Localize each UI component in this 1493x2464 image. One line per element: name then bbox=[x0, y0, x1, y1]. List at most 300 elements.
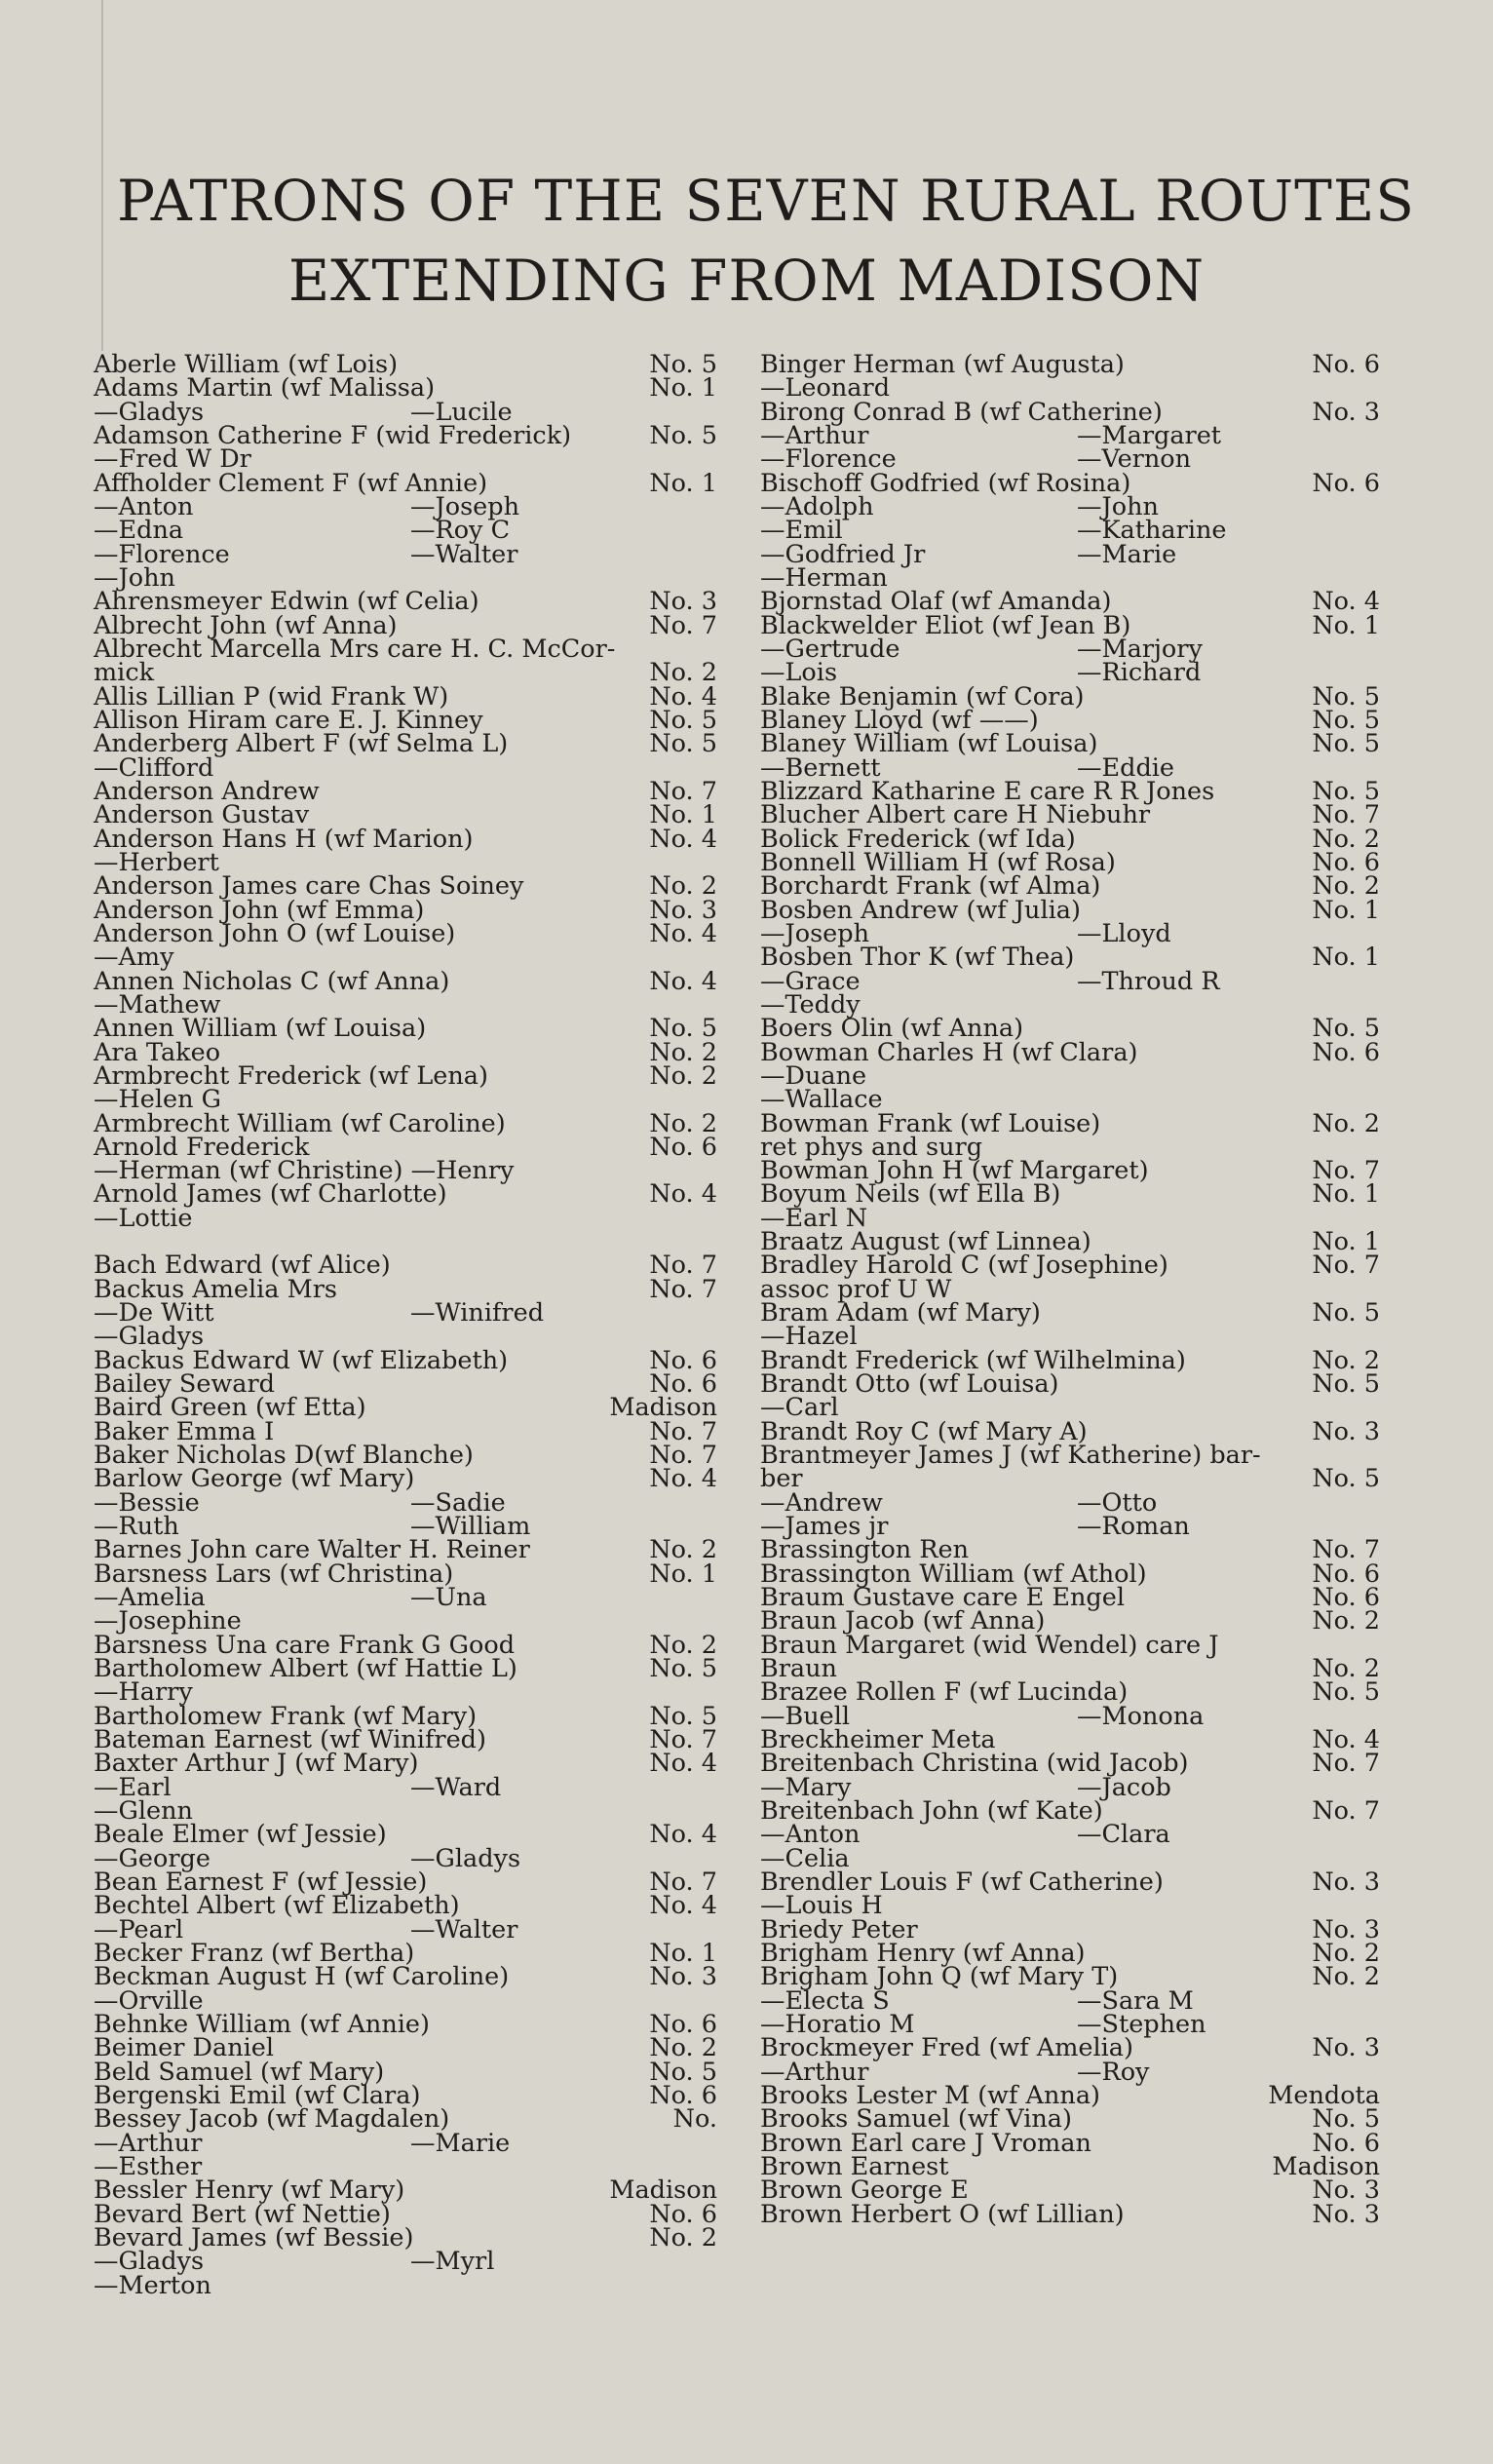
route-number: No. 3 bbox=[1312, 2033, 1380, 2063]
entry-name: Bechtel Albert (wf Elizabeth) bbox=[94, 1891, 460, 1921]
list-item bbox=[94, 539, 717, 569]
entry-name: Anderson Andrew bbox=[94, 776, 320, 806]
entry-name: Adams Martin (wf Malissa) bbox=[94, 373, 436, 404]
entry-name: Braun bbox=[760, 1654, 837, 1684]
entry-second-name: —Roy C bbox=[410, 516, 511, 546]
entry-name: —Adolph bbox=[760, 491, 874, 521]
route-number: No. 2 bbox=[649, 1108, 717, 1138]
entry-name: Annen William (wf Louisa) bbox=[94, 1014, 427, 1044]
entry-name: Brandt Roy C (wf Mary A) bbox=[760, 1416, 1088, 1446]
route-number: No. 5 bbox=[649, 420, 717, 450]
entry-name: —Esther bbox=[94, 2151, 203, 2181]
entry-name: —Arthur bbox=[760, 420, 869, 450]
entry-name: —James jr bbox=[760, 1512, 889, 1542]
list-item bbox=[94, 634, 717, 664]
route-number: No. 7 bbox=[649, 610, 717, 640]
entry-name: —Glenn bbox=[94, 1796, 193, 1827]
entry-name: Boers Olin (wf Anna) bbox=[760, 1014, 1024, 1044]
route-number: No. 7 bbox=[649, 1251, 717, 1281]
entry-name: Brockmeyer Fred (wf Amelia) bbox=[760, 2033, 1133, 2063]
entry-name: —Andrew bbox=[760, 1487, 883, 1518]
entry-name: Brown Earl care J Vroman bbox=[760, 2128, 1091, 2158]
entry-name: Brassington Ren bbox=[760, 1535, 970, 1565]
entry-name: Blaney William (wf Louisa) bbox=[760, 729, 1098, 759]
entry-name: —Clifford bbox=[94, 752, 214, 783]
entry-name: Ahrensmeyer Edwin (wf Celia) bbox=[94, 587, 479, 617]
list-item bbox=[760, 491, 1380, 521]
entry-name: Barnes John care Walter H. Reiner bbox=[94, 1535, 530, 1565]
entry-name: Baker Emma I bbox=[94, 1416, 275, 1446]
entry-name: —Bessie bbox=[94, 1487, 200, 1518]
entry-name: Beimer Daniel bbox=[94, 2033, 275, 2063]
entry-name: Bjornstad Olaf (wf Amanda) bbox=[760, 587, 1112, 617]
entry-name: —Mary bbox=[760, 1772, 852, 1802]
entry-name: Boyum Neils (wf Ella B) bbox=[760, 1179, 1061, 1210]
entry-name: Bowman Charles H (wf Clara) bbox=[760, 1037, 1138, 1067]
entry-name: Bolick Frederick (wf Ida) bbox=[760, 824, 1076, 854]
entry-name: —Buell bbox=[760, 1701, 851, 1731]
route-number: No. 3 bbox=[649, 1962, 717, 1992]
entry-name: Bosben Andrew (wf Julia) bbox=[760, 895, 1081, 925]
route-number: No. 4 bbox=[649, 1820, 717, 1850]
entry-name: —Gertrude bbox=[760, 634, 900, 664]
entry-name: —Herman bbox=[760, 562, 888, 593]
entry-second-name: —Jacob bbox=[1077, 1772, 1171, 1802]
route-number: Madison bbox=[609, 2175, 717, 2206]
route-number: No. 2 bbox=[649, 1037, 717, 1067]
entry-name: Annen Nicholas C (wf Anna) bbox=[94, 966, 450, 996]
entry-name: Bartholomew Frank (wf Mary) bbox=[94, 1701, 478, 1731]
entry-name: Briedy Peter bbox=[760, 1914, 918, 1944]
entry-name: Brown George E bbox=[760, 2175, 969, 2206]
route-number: No. 4 bbox=[649, 1891, 717, 1921]
route-number: No. 1 bbox=[1312, 610, 1380, 640]
entry-name: —Harry bbox=[94, 1677, 193, 1708]
entry-name: Allison Hiram care E. J. Kinney bbox=[94, 705, 483, 735]
entry-name: —Grace bbox=[760, 966, 861, 996]
entry-name: —Amy bbox=[94, 943, 174, 973]
entry-name: Braum Gustave care E Engel bbox=[760, 1583, 1125, 1613]
entry-second-name: —William bbox=[410, 1512, 531, 1542]
entry-name: Bevard James (wf Bessie) bbox=[94, 2222, 414, 2252]
route-number: No. 6 bbox=[649, 2199, 717, 2229]
route-number: No. 2 bbox=[1312, 1938, 1380, 1968]
entry-second-name: —Monona bbox=[1077, 1701, 1205, 1731]
entry-second-name: —Margaret bbox=[1077, 420, 1222, 450]
entry-second-name: —Eddie bbox=[1077, 752, 1175, 783]
entry-name: Behnke William (wf Annie) bbox=[94, 2009, 430, 2039]
entry-name: Brown Herbert O (wf Lillian) bbox=[760, 2199, 1125, 2229]
route-number: No. 3 bbox=[1312, 1867, 1380, 1897]
entry-name: —Leonard bbox=[760, 373, 891, 404]
route-number: No. 5 bbox=[649, 1014, 717, 1044]
entry-name: Backus Amelia Mrs bbox=[94, 1274, 337, 1304]
entry-name: Allis Lillian P (wid Frank W) bbox=[94, 681, 449, 712]
route-number: No. 7 bbox=[649, 1725, 717, 1755]
entry-name: —Gladys bbox=[94, 397, 205, 427]
route-number: No. 2 bbox=[1312, 1345, 1380, 1375]
route-number: No. 7 bbox=[649, 1441, 717, 1471]
route-number: No. 2 bbox=[649, 1535, 717, 1565]
route-number: No. 2 bbox=[649, 2222, 717, 2252]
entry-name: Brigham Henry (wf Anna) bbox=[760, 1938, 1086, 1968]
entry-name: —Pearl bbox=[94, 1914, 184, 1944]
list-item bbox=[760, 1820, 1380, 1850]
entry-name: ber bbox=[760, 1464, 803, 1494]
entry-name: Barsness Una care Frank G Good bbox=[94, 1630, 516, 1660]
route-number: No. 5 bbox=[1312, 2104, 1380, 2135]
entry-second-name: —Lucile bbox=[410, 397, 513, 427]
entry-name: —George bbox=[94, 1843, 211, 1873]
list-item bbox=[94, 918, 717, 948]
route-number: No. 3 bbox=[649, 587, 717, 617]
list-item bbox=[760, 2199, 1380, 2229]
route-number: No. 7 bbox=[1312, 1251, 1380, 1281]
route-number: No. 3 bbox=[649, 895, 717, 925]
route-number: No. 5 bbox=[649, 1701, 717, 1731]
entry-name: Blucher Albert care H Niebuhr bbox=[760, 800, 1151, 830]
list-item bbox=[94, 491, 717, 521]
entry-name: —Bernett bbox=[760, 752, 881, 783]
route-number: No. 6 bbox=[649, 1132, 717, 1162]
entry-name: Borchardt Frank (wf Alma) bbox=[760, 871, 1101, 902]
route-number: No. 7 bbox=[1312, 1796, 1380, 1827]
entry-name: Blizzard Katharine E care R R Jones bbox=[760, 776, 1215, 806]
route-number: No. 4 bbox=[649, 1464, 717, 1494]
entry-second-name: —Throud R bbox=[1077, 966, 1220, 996]
route-number: No. 5 bbox=[649, 729, 717, 759]
entry-name: —Anton bbox=[94, 491, 194, 521]
left-column bbox=[94, 350, 717, 2300]
list-item bbox=[94, 1203, 717, 1233]
entry-second-name: —Vernon bbox=[1077, 444, 1192, 475]
entry-name: Braun Margaret (wid Wendel) care J bbox=[760, 1630, 1219, 1660]
list-item bbox=[94, 1891, 717, 1921]
entry-name: Beld Samuel (wf Mary) bbox=[94, 2057, 385, 2087]
route-number: No. 3 bbox=[1312, 1416, 1380, 1446]
route-number: No. 4 bbox=[649, 918, 717, 948]
route-number: No. 4 bbox=[1312, 1725, 1380, 1755]
route-number: No. 1 bbox=[1312, 1227, 1380, 1257]
route-number: No. 7 bbox=[1312, 800, 1380, 830]
entry-name: Bean Earnest F (wf Jessie) bbox=[94, 1867, 428, 1897]
entry-name: —Florence bbox=[94, 539, 230, 569]
entry-name: —Louis H bbox=[760, 1891, 883, 1921]
route-number: No. bbox=[672, 2104, 717, 2135]
route-number: No. 2 bbox=[1312, 1654, 1380, 1684]
entry-name: —Celia bbox=[760, 1843, 850, 1873]
entry-name: Beale Elmer (wf Jessie) bbox=[94, 1820, 387, 1850]
entry-name: Becker Franz (wf Bertha) bbox=[94, 1938, 415, 1968]
entry-name: Bradley Harold C (wf Josephine) bbox=[760, 1251, 1168, 1281]
list-item bbox=[760, 634, 1380, 664]
route-number: No. 4 bbox=[1312, 587, 1380, 617]
entry-name: —Herbert bbox=[94, 847, 219, 877]
entry-second-name: —Winifred bbox=[410, 1298, 545, 1328]
entry-second-name: —Katharine bbox=[1077, 516, 1227, 546]
entry-second-name: —Stephen bbox=[1077, 2009, 1206, 2039]
right-column bbox=[760, 350, 1380, 2229]
entry-name: —Godfried Jr bbox=[760, 539, 926, 569]
entry-name: Braun Jacob (wf Anna) bbox=[760, 1606, 1046, 1636]
page-title: PATRONS OF THE SEVEN RURAL ROUTES bbox=[117, 168, 1415, 234]
entry-name: —Wallace bbox=[760, 1085, 883, 1115]
route-number: No. 2 bbox=[649, 1060, 717, 1091]
entry-name: Anderberg Albert F (wf Selma L) bbox=[94, 729, 509, 759]
route-number: No. 1 bbox=[1312, 943, 1380, 973]
route-number: No. 2 bbox=[649, 871, 717, 902]
route-number: No. 1 bbox=[649, 1559, 717, 1589]
list-item bbox=[760, 1677, 1380, 1708]
route-number: No. 5 bbox=[1312, 776, 1380, 806]
entry-name: —Josephine bbox=[94, 1606, 242, 1636]
entry-name: Baird Green (wf Etta) bbox=[94, 1393, 366, 1423]
entry-second-name: —Joseph bbox=[410, 491, 519, 521]
list-item bbox=[94, 1749, 717, 1779]
entry-second-name: —Richard bbox=[1077, 658, 1202, 688]
list-item bbox=[760, 1749, 1380, 1779]
entry-name: Brassington William (wf Athol) bbox=[760, 1559, 1147, 1589]
route-number: Mendota bbox=[1268, 2080, 1380, 2110]
route-number: No. 5 bbox=[1312, 681, 1380, 712]
route-number: No. 7 bbox=[1312, 1535, 1380, 1565]
entry-second-name: —Roman bbox=[1077, 1512, 1190, 1542]
route-number: No. 6 bbox=[649, 1369, 717, 1400]
entry-name: Bach Edward (wf Alice) bbox=[94, 1251, 391, 1281]
entry-name: Bram Adam (wf Mary) bbox=[760, 1298, 1041, 1328]
entry-name: —De Witt bbox=[94, 1298, 214, 1328]
entry-name: Bischoff Godfried (wf Rosina) bbox=[760, 468, 1131, 498]
entry-name: Blake Benjamin (wf Cora) bbox=[760, 681, 1085, 712]
entry-name: —Ruth bbox=[94, 1512, 179, 1542]
entry-name: ret phys and surg bbox=[760, 1132, 983, 1162]
entry-name: —Hazel bbox=[760, 1322, 858, 1352]
route-number: No. 6 bbox=[1312, 2128, 1380, 2158]
list-item bbox=[760, 1630, 1380, 1660]
route-number: No. 2 bbox=[649, 658, 717, 688]
entry-name: Arnold Frederick bbox=[94, 1132, 310, 1162]
route-number: No. 6 bbox=[649, 1345, 717, 1375]
entry-name: Breitenbach Christina (wid Jacob) bbox=[760, 1749, 1189, 1779]
entry-name: —Gladys bbox=[94, 1322, 205, 1352]
entry-name: Albrecht Marcella Mrs care H. C. McCor- bbox=[94, 634, 616, 664]
route-number: No. 7 bbox=[649, 1416, 717, 1446]
entry-name: Adamson Catherine F (wid Frederick) bbox=[94, 420, 572, 450]
route-number: No. 6 bbox=[1312, 350, 1380, 379]
route-number: No. 5 bbox=[1312, 729, 1380, 759]
entry-name: Braatz August (wf Linnea) bbox=[760, 1227, 1091, 1257]
entry-name: Bessler Henry (wf Mary) bbox=[94, 2175, 405, 2206]
route-number: No. 2 bbox=[1312, 1108, 1380, 1138]
page-subtitle: EXTENDING FROM MADISON bbox=[287, 248, 1206, 314]
route-number: No. 2 bbox=[649, 2033, 717, 2063]
route-number: No. 1 bbox=[649, 1938, 717, 1968]
route-number: No. 1 bbox=[649, 800, 717, 830]
entry-name: Baker Nicholas D(wf Blanche) bbox=[94, 1441, 474, 1471]
entry-second-name: —Una bbox=[410, 1583, 487, 1613]
route-number: No. 4 bbox=[649, 824, 717, 854]
entry-second-name: —Otto bbox=[1077, 1487, 1158, 1518]
entry-name: —Joseph bbox=[760, 918, 869, 948]
entry-name: Barlow George (wf Mary) bbox=[94, 1464, 415, 1494]
entry-name: Ara Takeo bbox=[94, 1037, 221, 1067]
route-number: No. 6 bbox=[649, 2009, 717, 2039]
entry-name: Affholder Clement F (wf Annie) bbox=[94, 468, 488, 498]
route-number: No. 5 bbox=[649, 2057, 717, 2087]
entry-name: Brooks Lester M (wf Anna) bbox=[760, 2080, 1100, 2110]
route-number: No. 6 bbox=[1312, 1583, 1380, 1613]
entry-name: Baxter Arthur J (wf Mary) bbox=[94, 1749, 419, 1779]
route-number: No. 7 bbox=[649, 1867, 717, 1897]
entry-name: Bailey Seward bbox=[94, 1369, 275, 1400]
entry-name: Breitenbach John (wf Kate) bbox=[760, 1796, 1103, 1827]
entry-second-name: —Gladys bbox=[410, 1843, 521, 1873]
route-number: No. 6 bbox=[1312, 468, 1380, 498]
route-number: No. 2 bbox=[1312, 1962, 1380, 1992]
entry-name: Brantmeyer James J (wf Katherine) bar- bbox=[760, 1441, 1261, 1471]
list-item bbox=[94, 2270, 717, 2300]
entry-name: —Herman (wf Christine) —Henry bbox=[94, 1156, 515, 1186]
entry-name: —Earl bbox=[94, 1772, 172, 1802]
entry-second-name: —Lloyd bbox=[1077, 918, 1171, 948]
route-number: No. 5 bbox=[1312, 1369, 1380, 1400]
entry-name: Armbrecht William (wf Caroline) bbox=[94, 1108, 506, 1138]
entry-name: —Electa S bbox=[760, 1985, 890, 2016]
entry-name: —Arthur bbox=[760, 2057, 869, 2087]
entry-name: Anderson Hans H (wf Marion) bbox=[94, 824, 474, 854]
entry-name: —Fred W Dr bbox=[94, 444, 251, 475]
list-item bbox=[760, 1441, 1380, 1471]
entry-name: —Florence bbox=[760, 444, 897, 475]
entry-second-name: —Marjory bbox=[1077, 634, 1203, 664]
entry-name: —Duane bbox=[760, 1060, 867, 1091]
entry-name: —Teddy bbox=[760, 989, 861, 1020]
entry-name: Brandt Otto (wf Louisa) bbox=[760, 1369, 1059, 1400]
route-number: No. 5 bbox=[649, 1654, 717, 1684]
route-number: No. 4 bbox=[649, 1179, 717, 1210]
entry-second-name: —Ward bbox=[410, 1772, 502, 1802]
route-number: No. 5 bbox=[1312, 705, 1380, 735]
entry-name: Blackwelder Eliot (wf Jean B) bbox=[760, 610, 1131, 640]
entry-name: —Lottie bbox=[94, 1203, 193, 1233]
entry-name: Breckheimer Meta bbox=[760, 1725, 996, 1755]
entry-name: —Emil bbox=[760, 516, 843, 546]
entry-second-name: —John bbox=[1077, 491, 1159, 521]
entry-name: Anderson John O (wf Louise) bbox=[94, 918, 456, 948]
route-number: No. 5 bbox=[1312, 1298, 1380, 1328]
list-item bbox=[94, 1487, 717, 1518]
entry-name: Brigham John Q (wf Mary T) bbox=[760, 1962, 1119, 1992]
route-number: No. 2 bbox=[1312, 824, 1380, 854]
route-number: No. 7 bbox=[1312, 1156, 1380, 1186]
route-number: Madison bbox=[609, 1393, 717, 1423]
entry-name: —Earl N bbox=[760, 1203, 868, 1233]
entry-name: Bartholomew Albert (wf Hattie L) bbox=[94, 1654, 517, 1684]
entry-name: Aberle William (wf Lois) bbox=[94, 350, 399, 379]
entry-name: Bowman John H (wf Margaret) bbox=[760, 1156, 1149, 1186]
route-number: No. 4 bbox=[649, 966, 717, 996]
entry-name: Bonnell William H (wf Rosa) bbox=[760, 847, 1116, 877]
entry-name: Arnold James (wf Charlotte) bbox=[94, 1179, 447, 1210]
entry-name: Anderson James care Chas Soiney bbox=[94, 871, 524, 902]
entry-name: —John bbox=[94, 562, 175, 593]
route-number: No. 3 bbox=[1312, 2199, 1380, 2229]
route-number: No. 2 bbox=[1312, 1606, 1380, 1636]
entry-name: Bosben Thor K (wf Thea) bbox=[760, 943, 1075, 973]
entry-name: —Merton bbox=[94, 2270, 211, 2300]
entry-second-name: —Marie bbox=[1077, 539, 1177, 569]
route-number: No. 1 bbox=[649, 468, 717, 498]
entry-second-name: —Clara bbox=[1077, 1820, 1170, 1850]
entry-name: —Helen G bbox=[94, 1085, 221, 1115]
entry-name: Backus Edward W (wf Elizabeth) bbox=[94, 1345, 509, 1375]
entry-name: Bowman Frank (wf Louise) bbox=[760, 1108, 1101, 1138]
route-number: No. 6 bbox=[1312, 1559, 1380, 1589]
entry-second-name: —Marie bbox=[410, 2128, 511, 2158]
entry-second-name: —Walter bbox=[410, 539, 518, 569]
route-number: No. 7 bbox=[1312, 1749, 1380, 1779]
route-number: No. 2 bbox=[649, 1630, 717, 1660]
route-number: No. 1 bbox=[649, 373, 717, 404]
entry-name: Brandt Frederick (wf Wilhelmina) bbox=[760, 1345, 1186, 1375]
route-number: No. 6 bbox=[649, 2080, 717, 2110]
entry-name: Bessey Jacob (wf Magdalen) bbox=[94, 2104, 450, 2135]
entry-name: assoc prof U W bbox=[760, 1274, 952, 1304]
entry-second-name: —Walter bbox=[410, 1914, 518, 1944]
route-number: No. 6 bbox=[1312, 1037, 1380, 1067]
entry-name: Bateman Earnest (wf Winifred) bbox=[94, 1725, 486, 1755]
entry-name: Brazee Rollen F (wf Lucinda) bbox=[760, 1677, 1129, 1708]
entry-name: —Mathew bbox=[94, 989, 221, 1020]
list-item bbox=[760, 1369, 1380, 1400]
entry-name: Beckman August H (wf Caroline) bbox=[94, 1962, 510, 1992]
route-number: No. 4 bbox=[649, 681, 717, 712]
entry-name: Bevard Bert (wf Nettie) bbox=[94, 2199, 391, 2229]
route-number: No. 7 bbox=[649, 1274, 717, 1304]
route-number: No. 3 bbox=[1312, 397, 1380, 427]
route-number: No. 5 bbox=[649, 705, 717, 735]
route-number: No. 3 bbox=[1312, 2175, 1380, 2206]
entry-name: Barsness Lars (wf Christina) bbox=[94, 1559, 454, 1589]
entry-name: Armbrecht Frederick (wf Lena) bbox=[94, 1060, 488, 1091]
entry-name: Albrecht John (wf Anna) bbox=[94, 610, 398, 640]
entry-name: Binger Herman (wf Augusta) bbox=[760, 350, 1125, 379]
entry-name: Anderson Gustav bbox=[94, 800, 310, 830]
route-number: No. 4 bbox=[649, 1749, 717, 1779]
entry-name: —Orville bbox=[94, 1985, 204, 2016]
entry-name: Brooks Samuel (wf Vina) bbox=[760, 2104, 1072, 2135]
entry-second-name: —Sara M bbox=[1077, 1985, 1194, 2016]
entry-name: —Lois bbox=[760, 658, 838, 688]
route-number: Madison bbox=[1272, 2151, 1380, 2181]
entry-name: —Arthur bbox=[94, 2128, 203, 2158]
entry-name: mick bbox=[94, 658, 155, 688]
entry-name: —Anton bbox=[760, 1820, 861, 1850]
route-number: No. 5 bbox=[649, 350, 717, 379]
route-number: No. 1 bbox=[1312, 895, 1380, 925]
entry-second-name: —Myrl bbox=[410, 2247, 495, 2277]
route-number: No. 1 bbox=[1312, 1179, 1380, 1210]
entry-second-name: —Sadie bbox=[410, 1487, 506, 1518]
entry-name: —Edna bbox=[94, 516, 184, 546]
route-number: No. 5 bbox=[1312, 1464, 1380, 1494]
entry-second-name: —Roy bbox=[1077, 2057, 1150, 2087]
entry-name: —Horatio M bbox=[760, 2009, 915, 2039]
route-number: No. 7 bbox=[649, 776, 717, 806]
entry-name: Blaney Lloyd (wf ——) bbox=[760, 705, 1039, 735]
entry-name: Brown Earnest bbox=[760, 2151, 949, 2181]
entry-name: Bergenski Emil (wf Clara) bbox=[94, 2080, 421, 2110]
